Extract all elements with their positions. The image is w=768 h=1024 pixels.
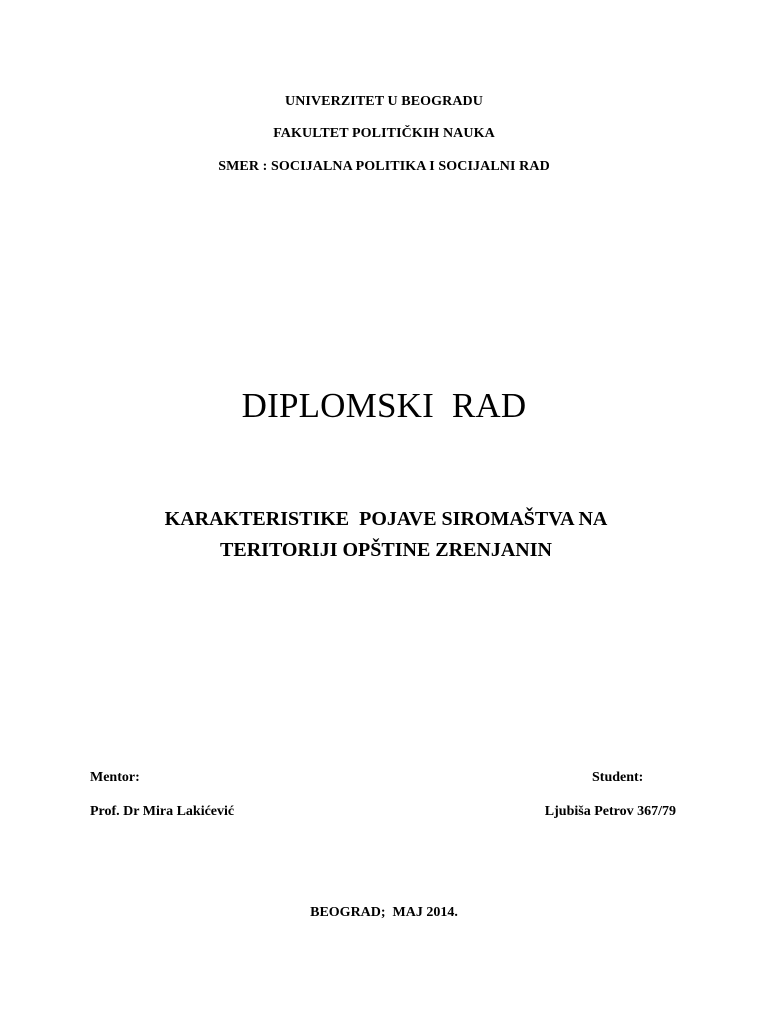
student-label: Student: xyxy=(592,770,644,785)
document-type-heading: DIPLOMSKI RAD xyxy=(241,386,527,425)
thesis-title-line-2: TERITORIJI OPŠTINE ZRENJANIN xyxy=(220,539,552,561)
faculty-name: FAKULTET POLITIČKIH NAUKA xyxy=(273,126,495,141)
student-name: Ljubiša Petrov 367/79 xyxy=(544,804,676,819)
mentor-label: Mentor: xyxy=(90,770,140,785)
place-and-date: BEOGRAD; MAJ 2014. xyxy=(310,905,458,920)
study-program: SMER : SOCIJALNA POLITIKA I SOCIJALNI RAD xyxy=(218,159,550,174)
university-name: UNIVERZITET U BEOGRADU xyxy=(285,94,483,109)
thesis-title-line-1: KARAKTERISTIKE POJAVE SIROMAŠTVA NA xyxy=(164,508,608,530)
mentor-name: Prof. Dr Mira Lakićević xyxy=(90,804,235,819)
